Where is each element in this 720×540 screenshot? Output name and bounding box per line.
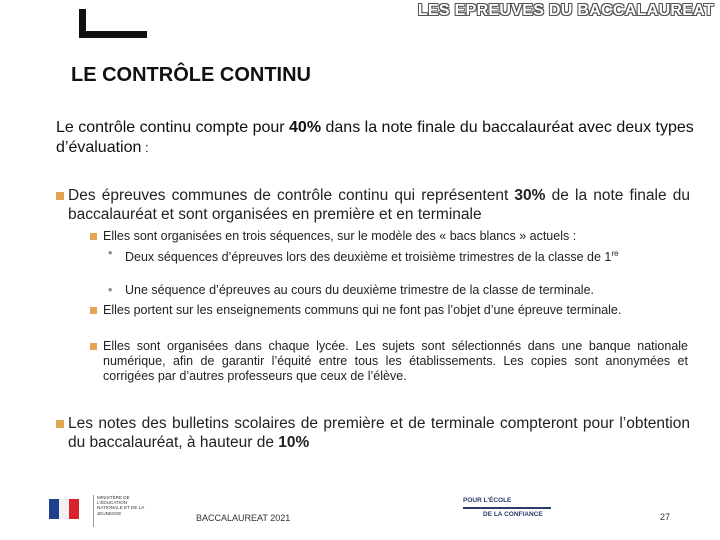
sub1b-text: Une séquence d’épreuves au cours du deuxième trimestre de la classe de terminale. [125, 283, 595, 297]
sub2-text: Elles portent sur les enseignements communs qui ne font pas l’objet d’une épreuve terminale. [103, 303, 622, 317]
page-number: 27 [660, 512, 671, 522]
list-item-epreuves-communes [56, 186, 690, 224]
sub-item-sequences [90, 229, 688, 244]
header-bar [0, 0, 720, 22]
footer-center-text: BACCALAUREAT 2021 [196, 513, 291, 523]
header-title: LES EPREUVES DU BACCALAUREAT [417, 2, 714, 19]
intro-text-end: dans la note finale du baccalauréat avec deux types d’évaluation [56, 119, 694, 156]
sub-sub-item-une-sequence [108, 283, 688, 298]
sub1a-sup: re [611, 249, 619, 258]
sub1a-text: Deux séquences d’épreuves lors des deuxième et troisième trimestres de la classe de 1 [125, 250, 612, 265]
intro-paragraph [56, 118, 696, 158]
square-bullet-icon [56, 420, 64, 428]
square-bullet-icon [56, 192, 64, 200]
sub1-text: Elles sont organisées en trois séquences, sur le modèle des « bacs blancs » actuels : [103, 229, 577, 243]
intro-percent: 40% [289, 119, 322, 136]
bullet2-percent: 10% [278, 434, 310, 451]
ecole-confiance-logo [463, 497, 553, 521]
slogan-line2: DE LA CONFIANCE [483, 511, 543, 518]
bullet1-text: Des épreuves communes de contrôle continu qui représentent [68, 187, 515, 204]
page-title: LE CONTRÔLE CONTINU [71, 64, 311, 86]
intro-colon: : [141, 140, 149, 155]
slogan-line1: POUR L’ÉCOLE [463, 497, 512, 504]
ministere-logo [43, 495, 147, 527]
sub-item-lycee [90, 339, 688, 384]
sub3-text: Elles sont organisées dans chaque lycée. Les sujets sont sélectionnés dans une banque nationale numérique, afin de garantir l’équité entre tous les établissements. Les copies sont anonymées et corrigées par d’autres professeurs que ceux de l’élève. [103, 339, 688, 383]
list-item-bulletins [56, 414, 690, 452]
dot-bullet-icon: • [108, 283, 113, 297]
bullet1-text-end: de la note finale du baccalauréat et sont organisées en première et en terminale [68, 187, 690, 223]
square-bullet-icon [90, 343, 97, 350]
square-bullet-icon [90, 233, 97, 240]
bullet2-text: Les notes des bulletins scolaires de première et de terminale compteront pour l’obtention du baccalauréat, à hauteur de [68, 415, 690, 451]
square-bullet-icon [90, 307, 97, 314]
intro-text: Le contrôle continu compte pour [56, 119, 290, 136]
ministere-text: MINISTÈRE DE L’ÉDUCATION NATIONALE ET DE LA JEUNESSE [97, 495, 145, 516]
sub-item-enseignements [90, 303, 688, 318]
sub-sub-item-deux-sequences [108, 246, 688, 265]
bullet1-percent: 30% [514, 187, 546, 204]
marianne-logo [43, 495, 94, 527]
french-flag-icon [49, 499, 79, 519]
dot-bullet-icon: • [108, 246, 113, 260]
